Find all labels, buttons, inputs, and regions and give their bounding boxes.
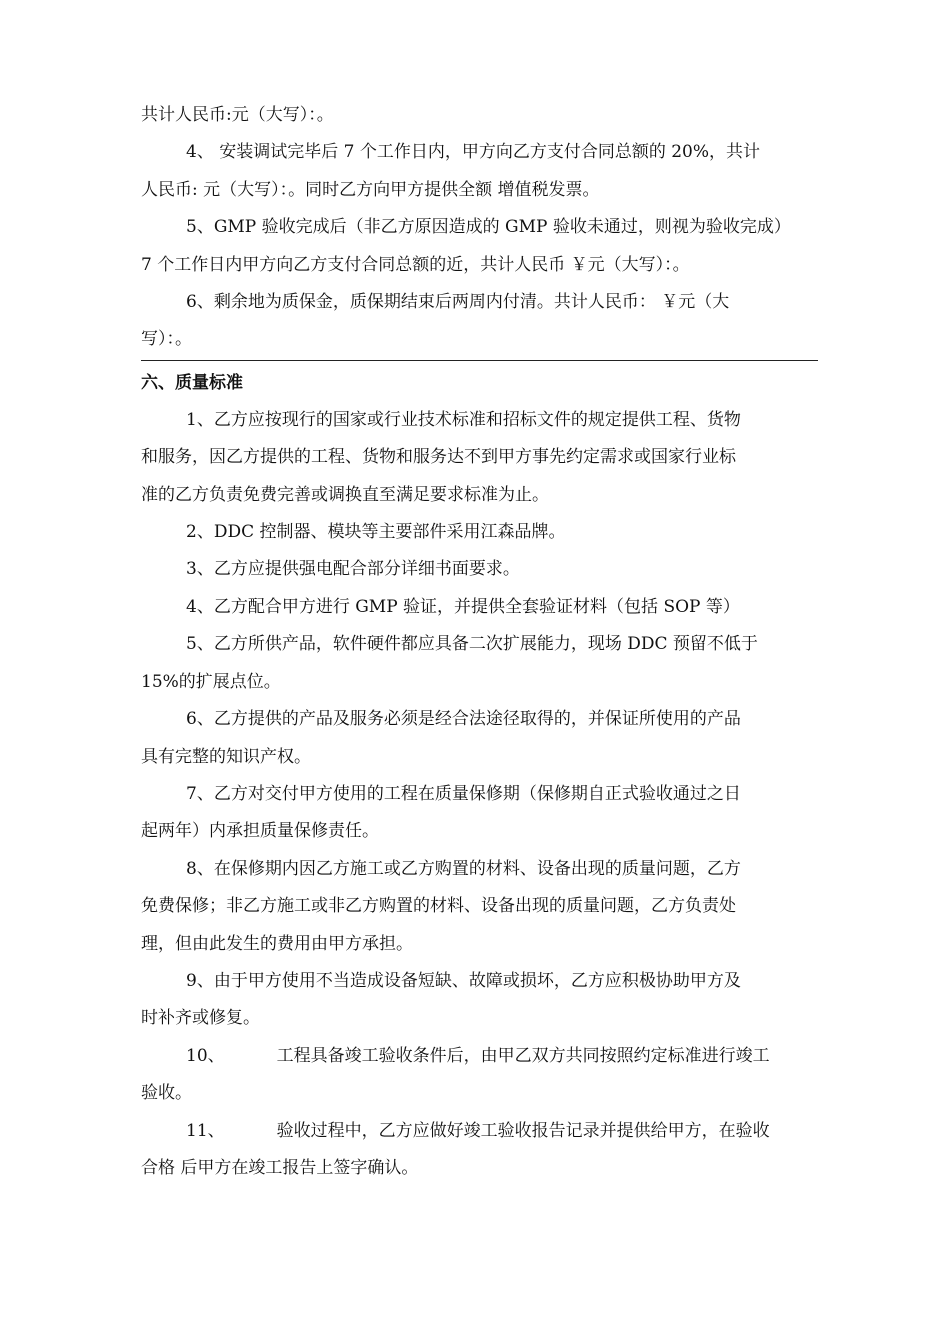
quality-item-5-line-2: 15%的扩展点位。 [141,671,281,692]
quality-item-8-line-1: 8、在保修期内因乙方施工或乙方购置的材料、设备出现的质量问题，乙方 [186,858,741,879]
quality-item-1-line-1: 1、乙方应按现行的国家或行业技术标准和招标文件的规定提供工程、货物 [186,409,741,430]
section-divider [141,360,818,361]
quality-item-10-line-1 [141,1038,818,1075]
document-page [141,97,818,1187]
quality-item-11-line-2: 合格 后甲方在竣工报告上签字确认。 [141,1157,419,1178]
quality-item-11-number: 11、 [186,1120,225,1141]
quality-item-10-text: 工程具备竣工验收条件后，由甲乙双方共同按照约定标准进行竣工 [276,1045,770,1066]
quality-item-6-line-2: 具有完整的知识产权。 [141,746,311,767]
quality-item-1-line-3: 准的乙方负责免费完善或调换直至满足要求标准为止。 [141,484,549,505]
quality-item-10-number: 10、 [186,1045,225,1066]
payment-item-4-line-2: 人民币: 元（大写）：。同时乙方向甲方提供全额 增值税发票。 [141,179,600,200]
quality-item-7-line-2: 起两年）内承担质量保修责任。 [141,821,379,842]
section-heading-quality: 六、质量标准 [141,372,243,393]
quality-item-2-line-1: 2、DDC 控制器、模块等主要部件采用江森品牌。 [186,522,566,543]
quality-item-6-line-1: 6、乙方提供的产品及服务必须是经合法途径取得的，并保证所使用的产品 [186,709,741,730]
payment-item-6-line-1: 6、剩余地为质保金，质保期结束后两周内付清。共计人民币： ￥元（大 [186,292,730,313]
quality-item-11-text: 验收过程中，乙方应做好竣工验收报告记录并提供给甲方，在验收 [276,1120,770,1141]
quality-item-10-line-2: 验收。 [141,1083,192,1104]
payment-total-line: 共计人民币:元（大写）：。 [141,105,334,125]
payment-item-5-line-2: 7 个工作日内甲方向乙方支付合同总额的近，共计人民币 ￥元（大写）：。 [141,254,690,275]
quality-item-1-line-2: 和服务，因乙方提供的工程、货物和服务达不到甲方事先约定需求或国家行业标 [141,447,736,468]
quality-item-3-line-1: 3、乙方应提供强电配合部分详细书面要求。 [186,559,520,580]
quality-item-11-line-1 [141,1113,818,1150]
payment-item-6-line-2: 写）：。 [141,329,192,350]
payment-item-5-line-1: 5、GMP 验收完成后（非乙方原因造成的 GMP 验收未通过，则视为验收完成） [186,217,791,238]
quality-item-8-line-2: 免费保修；非乙方施工或非乙方购置的材料、设备出现的质量问题，乙方负责处 [141,896,736,917]
quality-item-5-line-1: 5、乙方所供产品，软件硬件都应具备二次扩展能力，现场 DDC 预留不低于 [186,634,758,655]
quality-item-9-line-2: 时补齐或修复。 [141,1008,260,1029]
quality-item-8-line-3: 理，但由此发生的费用由甲方承担。 [141,933,413,954]
quality-item-7-line-1: 7、乙方对交付甲方使用的工程在质量保修期（保修期自正式验收通过之日 [186,783,741,804]
quality-item-9-line-1: 9、由于甲方使用不当造成设备短缺、故障或损坏，乙方应积极协助甲方及 [186,970,741,991]
payment-item-4-line-1: 4、 安装调试完毕后 7 个工作日内，甲方向乙方支付合同总额的 20%，共计 [186,142,761,163]
quality-item-4-line-1: 4、乙方配合甲方进行 GMP 验证，并提供全套验证材料（包括 SOP 等） [186,596,740,617]
